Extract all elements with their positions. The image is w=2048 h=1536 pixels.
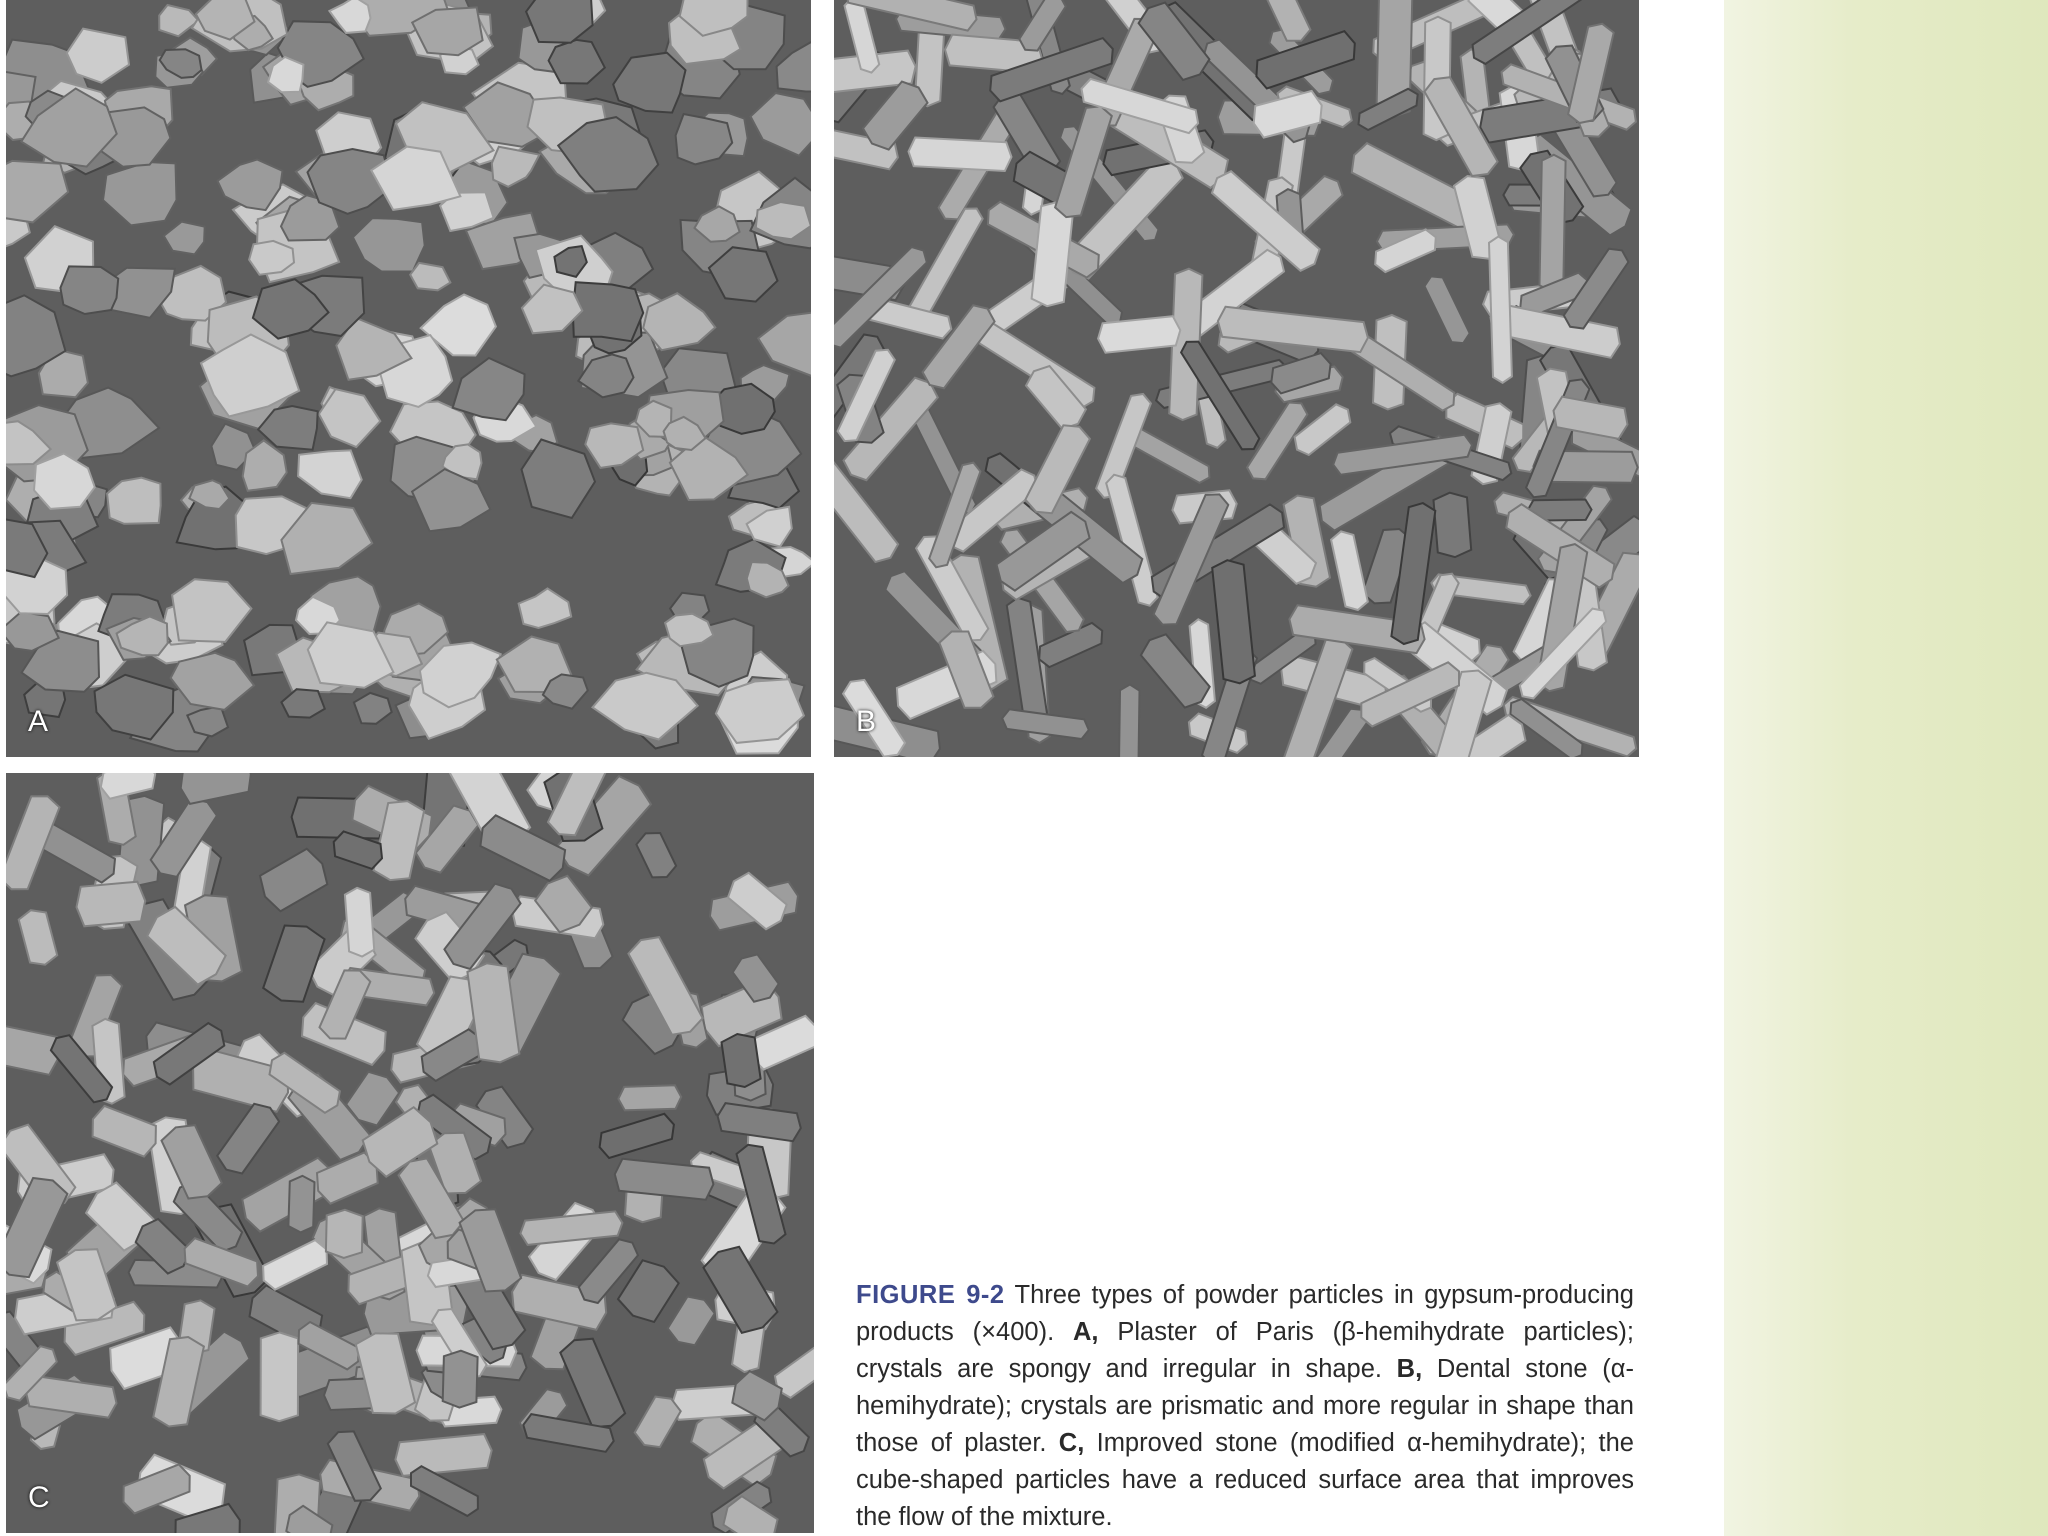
caption-part-c-text: Improved stone (modified α-hemihydrate); the cube-shaped particles have a reduced surface area that improves the flow of the mixture. bbox=[856, 1429, 1634, 1531]
figure-caption bbox=[856, 1277, 1634, 1536]
caption-part-a-letter: A, bbox=[1073, 1318, 1099, 1346]
panel-letter-b: B bbox=[856, 705, 877, 738]
caption-intro: Three types of powder particles in gypsum-producing products (×400). bbox=[856, 1281, 1634, 1346]
panel-letter-c: C bbox=[28, 1481, 50, 1514]
powder-particle bbox=[77, 882, 146, 927]
powder-particle bbox=[345, 888, 374, 957]
micrograph-c-image bbox=[6, 773, 814, 1533]
caption-part-c-letter: C, bbox=[1058, 1429, 1085, 1457]
powder-particle bbox=[326, 1210, 363, 1258]
powder-particle bbox=[618, 1085, 681, 1110]
powder-particle bbox=[573, 282, 643, 341]
figure-label: FIGURE 9-2 bbox=[856, 1281, 1005, 1309]
caption-part-b-text: Dental stone (α-hemihydrate); crystals are prismatic and more regular in shape than those of plaster. bbox=[856, 1355, 1634, 1457]
micrograph-a-image bbox=[6, 0, 811, 757]
powder-particle bbox=[1119, 685, 1140, 758]
powder-particle bbox=[60, 266, 118, 314]
caption-part-a-text: Plaster of Paris (β-hemihydrate particles); crystals are spongy and irregular in shape. bbox=[856, 1318, 1634, 1383]
micrograph-panel-c bbox=[6, 773, 814, 1533]
micrograph-panel-a bbox=[6, 0, 811, 757]
powder-particle bbox=[909, 138, 1012, 172]
powder-particle bbox=[1098, 316, 1180, 353]
micrograph-b-image bbox=[834, 0, 1639, 757]
panel-letter-a: A bbox=[28, 705, 49, 738]
decorative-side-band bbox=[1724, 0, 2048, 1536]
powder-particle bbox=[1434, 493, 1472, 557]
powder-particle bbox=[1540, 155, 1566, 292]
powder-particle bbox=[395, 1434, 491, 1476]
powder-particle bbox=[1489, 237, 1512, 383]
powder-particle bbox=[288, 1176, 314, 1233]
powder-particle bbox=[261, 1332, 299, 1421]
powder-particle bbox=[443, 1351, 478, 1408]
micrograph-panel-b bbox=[834, 0, 1639, 757]
caption-part-b-letter: B, bbox=[1396, 1355, 1423, 1383]
powder-particle bbox=[722, 1034, 761, 1087]
